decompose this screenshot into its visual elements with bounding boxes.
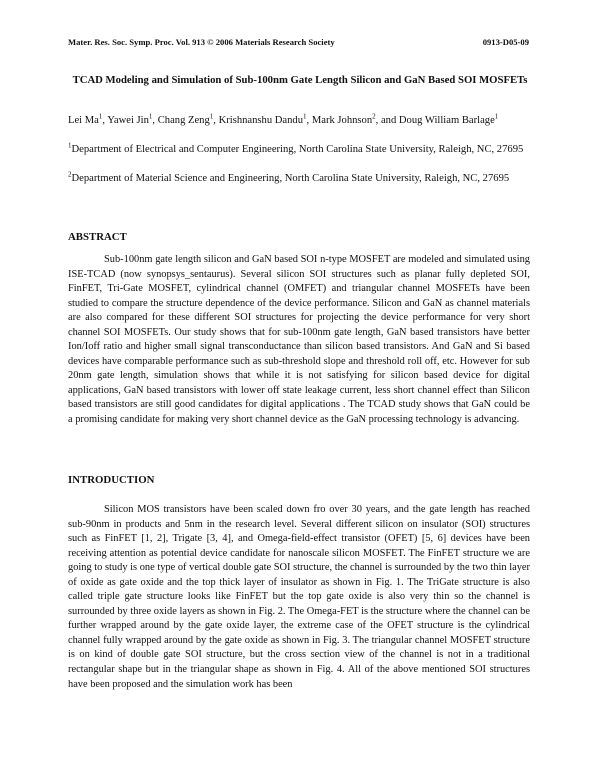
introduction-heading: INTRODUCTION	[68, 474, 155, 486]
paper-title: TCAD Modeling and Simulation of Sub-100nm Gate Length Silicon and GaN Based SOI MOSFETs	[72, 74, 528, 86]
introduction-text: Silicon MOS transistors have been scaled down fro over 30 years, and the gate length has reached sub-90nm in products and 5nm in the research level. Several different silicon on insulator (SOI) structures such as FinFET [1, 2], Trigate [3, 4], and Omega-field-effect transistor (OFET) [5, 6] devices have been receiving attention as potential device candidate for nanoscale silicon MOSFET. The FinFET structure we are going to study is one type of vertical double gate SOI structure, the channel is surrounded by the two thin layer of oxide as gate oxide and the top thick layer of insulator as shown in Fig. 1. The TriGate structure is also called triple gate structure looks like FinFET but the top gate oxide is also very thin so the channel is surrounded by three oxide layers as shown in Fig. 2. The Omega-FET is the structure where the channel can be further wrapped around by the gate oxide layer, the extreme case of the OFET structure is the cylindrical channel fully wrapped around by the gate oxide as shown in Fig. 3. The triangular channel MOSFET structure is on kind of double gate SOI structure, but the cross section view of the channel is not in a traditional rectangular shape but in the triangular shape as shown in Fig. 4. All of the above mentioned SOI structures have been proposed and the simulation work has been	[68, 504, 530, 690]
affiliation-1: $^1$Department of Electrical and Computer Engineering, North Carolina State University, Raleigh, NC, 27695	[68, 141, 524, 155]
paper-id: 0913-D05-09	[482, 37, 529, 47]
author-list: Lei Ma$^1$, Yawei Jin$^1$, Chang Zeng$^1$, Krishnanshu Dandu$^1$, Mark Johnson$^2$, and Doug William Barlage$^1$	[68, 112, 499, 126]
author: Chang Zeng$^1$	[157, 112, 214, 126]
abstract-text: Sub-100nm gate length silicon and GaN based SOI n-type MOSFET are modeled and simulated using ISE-TCAD (now synopsys_sentaurus). Several silicon SOI structures such as planar fully depleted SOI, FinFET, Tri-Gate MOSFET, cylindrical channel (OMFET) and triangular channel MOSFETs have been studied to compare the structure dependence of the device performance. Silicon and GaN as channel materials are also compared for these different SOI structures for projecting the device performance for very short channel SOI MOSFETs. Our study shows that for sub-100nm gate length, GaN based transistors have better Ion/Ioff ratio and higher small signal transconductance than silicon based transistors. And GaN and Si based devices have comparable performance such as sub-threshold slope and threshold roll off, etc. However for sub 20nm gate length, simulation shows that while it is not satisfying for silicon based device for digital applications, GaN based transistors with lower off state leakage current, less short channel effect than Silicon based transistors are still good candidates for digital applications . The TCAD study shows that GaN could be a promising candidate for making very short channel device as the GaN processing technology is advancing.	[68, 254, 530, 426]
author: Lei Ma$^1$	[68, 112, 103, 126]
abstract-heading: ABSTRACT	[68, 231, 127, 243]
author: Mark Johnson$^2$	[311, 112, 376, 126]
author: Yawei Jin$^1$	[107, 112, 153, 126]
author: Doug William Barlage$^1$	[398, 112, 499, 126]
author: Krishnanshu Dandu$^1$	[218, 112, 307, 126]
affiliation-2: $^2$Department of Material Science and Engineering, North Carolina State University, Raleigh, NC, 27695	[68, 170, 510, 184]
journal-header: Mater. Res. Soc. Symp. Proc. Vol. 913 © 2006 Materials Research Society	[68, 37, 335, 47]
